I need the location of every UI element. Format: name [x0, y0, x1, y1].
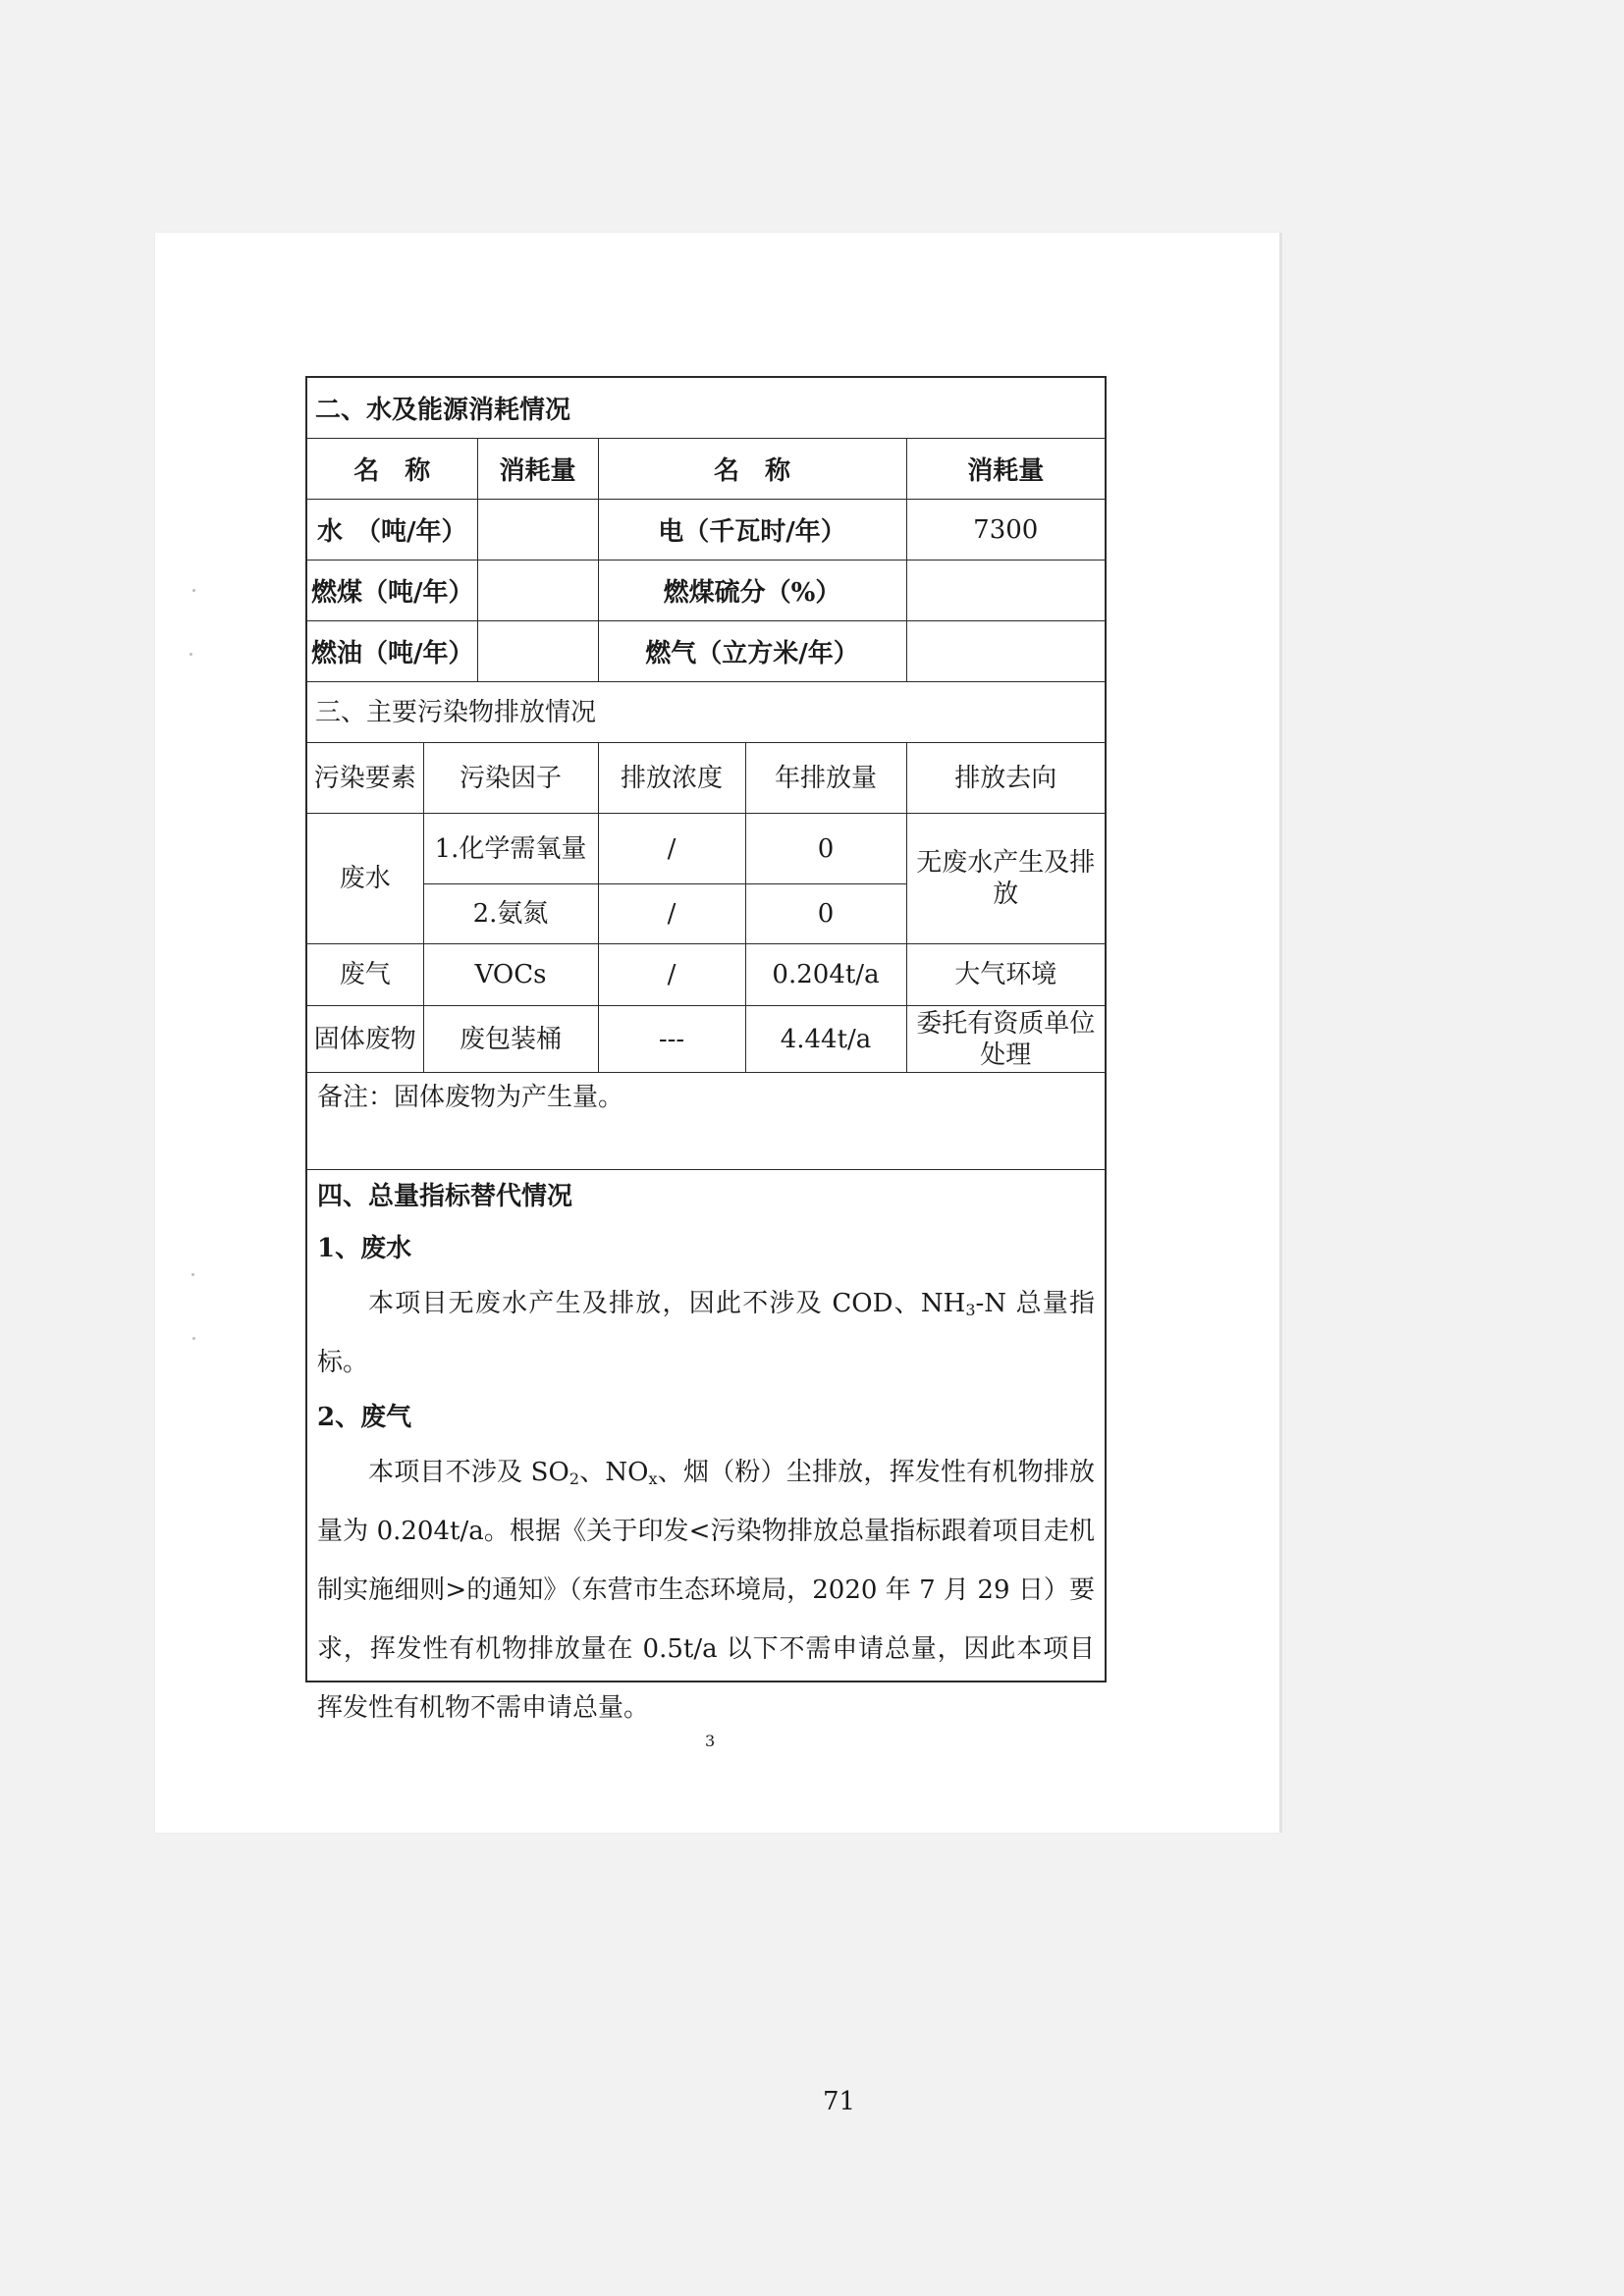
factor-drum: 废包装桶 [423, 1006, 598, 1073]
element-wastewater: 废水 [307, 814, 423, 944]
amount-drum: 4.44t/a [745, 1006, 906, 1073]
factor-ammonia: 2.氨氮 [423, 884, 598, 944]
label-coal: 燃煤（吨/年） [307, 561, 477, 621]
value-water [477, 500, 598, 561]
factor-vocs: VOCs [423, 944, 598, 1006]
conc-ammonia: / [598, 884, 745, 944]
energy-row [307, 500, 1105, 561]
paragraph-wastewater: 本项目无废水产生及排放，因此不涉及 COD、$NH_3-N$ 总量指标。 [317, 1289, 1095, 1377]
label-electricity: 电（千瓦时/年） [598, 500, 906, 561]
conc-vocs: / [598, 944, 745, 1006]
scan-edge [1279, 233, 1282, 1833]
header-factor: 污染因子 [423, 743, 598, 814]
conc-drum: --- [598, 1006, 745, 1073]
subheading-wastewater: 1、废水 [317, 1234, 412, 1263]
value-gas-fuel [906, 621, 1105, 682]
pollutant-table [307, 682, 1105, 1073]
header-amount-1: 消耗量 [477, 439, 598, 500]
remark-text: 备注：固体废物为产生量。 [317, 1083, 624, 1112]
energy-row [307, 561, 1105, 621]
paragraph-gas: 本项目不涉及 $SO_2$、$NO_x$、烟（粉）尘排放，挥发性有机物排放量为 0.204t/a。根据《关于印发<污染物排放总量指标跟着项目走机制实施细则>的通知》（东营市生态环境局，2020 年 7 月 29 日）要求，挥发性有机物排放量在 0.5t/a 以下不需申请总量，因此本项目挥发性有机物不需申请总量。 [317, 1458, 1095, 1723]
label-water: 水 （吨/年） [307, 500, 477, 561]
destination-wastewater: 无废水产生及排放 [906, 814, 1105, 944]
page-number: 71 [823, 2087, 856, 2116]
label-gas-fuel: 燃气（立方米/年） [598, 621, 906, 682]
value-coal-sulfur [906, 561, 1105, 621]
header-destination: 排放去向 [906, 743, 1105, 814]
inner-page-number: 3 [705, 1732, 716, 1750]
label-coal-sulfur: 燃煤硫分（%） [598, 561, 906, 621]
section3-title: 三、主要污染物排放情况 [307, 682, 1105, 743]
element-solid: 固体废物 [307, 1006, 423, 1073]
solid-row [307, 1006, 1105, 1073]
factor-cod: 1.化学需氧量 [423, 814, 598, 884]
header-amount-2: 消耗量 [906, 439, 1105, 500]
remark-box [307, 1073, 1105, 1170]
header-concentration: 排放浓度 [598, 743, 745, 814]
value-coal [477, 561, 598, 621]
destination-gas: 大气环境 [906, 944, 1105, 1006]
report-form [305, 376, 1107, 1723]
amount-vocs: 0.204t/a [745, 944, 906, 1006]
amount-cod: 0 [745, 814, 906, 884]
value-electricity: 7300 [906, 500, 1105, 561]
value-oil [477, 621, 598, 682]
energy-header-row [307, 439, 1105, 500]
section2-title: 二、水及能源消耗情况 [307, 378, 1105, 439]
amount-ammonia: 0 [745, 884, 906, 944]
wastewater-row-1 [307, 814, 1105, 884]
scan-speck [192, 1337, 195, 1340]
header-name-2: 名 称 [598, 439, 906, 500]
energy-row [307, 621, 1105, 682]
energy-table [307, 378, 1105, 682]
header-element: 污染要素 [307, 743, 423, 814]
section4 [307, 1170, 1105, 1737]
label-oil: 燃油（吨/年） [307, 621, 477, 682]
header-name-1: 名 称 [307, 439, 477, 500]
destination-solid: 委托有资质单位处理 [906, 1006, 1105, 1073]
scan-speck [191, 1273, 194, 1276]
section4-title: 四、总量指标替代情况 [317, 1182, 573, 1211]
header-annual-amount: 年排放量 [745, 743, 906, 814]
element-gas: 废气 [307, 944, 423, 1006]
conc-cod: / [598, 814, 745, 884]
subheading-gas: 2、废气 [317, 1403, 412, 1432]
scan-speck [189, 653, 192, 656]
pollutant-header-row [307, 743, 1105, 814]
gas-row [307, 944, 1105, 1006]
scan-speck [192, 589, 195, 592]
